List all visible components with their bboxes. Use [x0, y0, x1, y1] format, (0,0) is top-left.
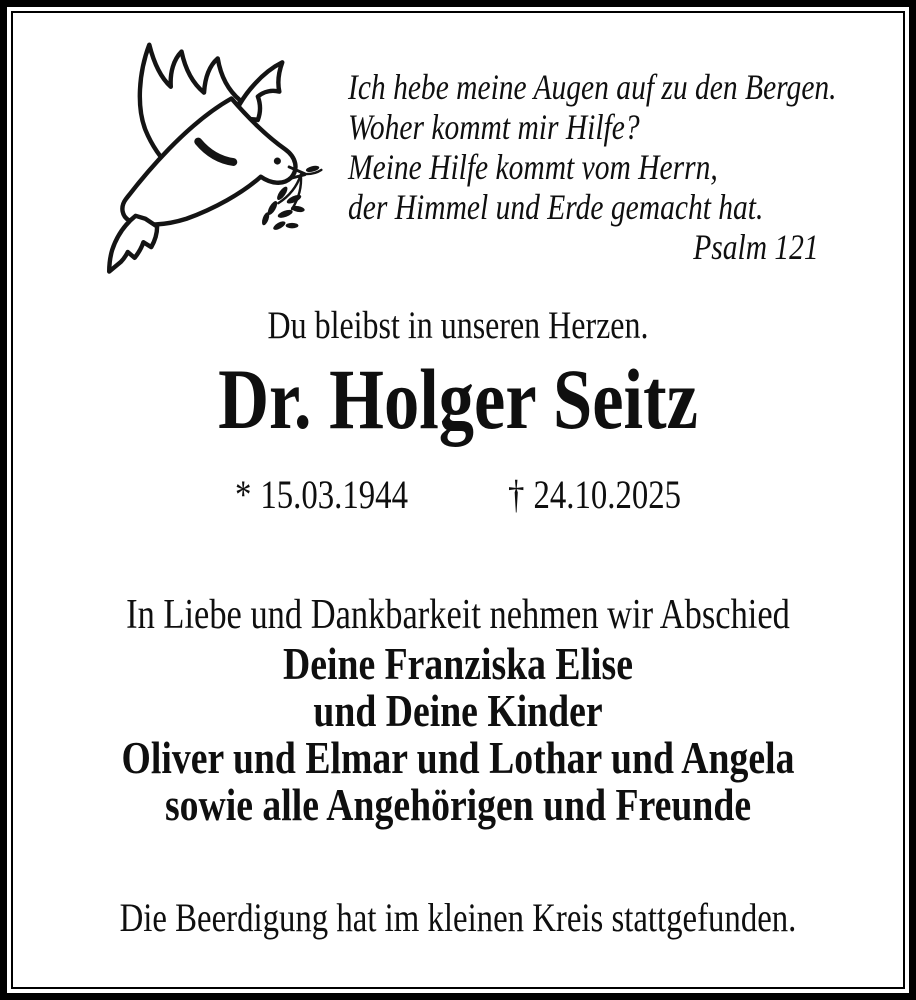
psalm-quote: [348, 67, 873, 267]
mourners-list: [93, 640, 823, 828]
psalm-line: Ich hebe meine Augen auf zu den Bergen.: [348, 67, 837, 107]
death-date: [508, 471, 681, 519]
psalm-line: der Himmel und Erde gemacht hat.: [348, 187, 764, 227]
psalm-line: Meine Hilfe kommt vom Herrn,: [348, 147, 718, 187]
psalm-line: Woher kommt mir Hilfe?: [348, 107, 640, 147]
mourner-line: Oliver und Elmar und Lothar und Angela: [121, 732, 795, 783]
born-symbol: *: [234, 472, 252, 517]
funeral-note: Die Beerdigung hat im kleinen Kreis stattgefunden.: [119, 895, 797, 940]
birth-date-value: 15.03.1944: [260, 472, 408, 517]
dove-olive-branch-icon: [86, 32, 326, 296]
psalm-attribution: Psalm 121: [693, 227, 819, 267]
deceased-name: Dr. Holger Seitz: [218, 351, 698, 447]
remembrance-line: Du bleibst in unseren Herzen.: [267, 304, 649, 347]
mourner-line: und Deine Kinder: [313, 685, 603, 736]
mourner-line: Deine Franziska Elise: [283, 638, 633, 689]
mourner-line: sowie alle Angehörigen und Freunde: [164, 779, 752, 830]
died-symbol: †: [508, 472, 525, 517]
farewell-line: In Liebe und Dankbarkeit nehmen wir Abschied: [126, 592, 790, 638]
birth-date: [235, 471, 408, 519]
life-dates: [93, 471, 823, 519]
death-date-value: 24.10.2025: [533, 472, 682, 517]
